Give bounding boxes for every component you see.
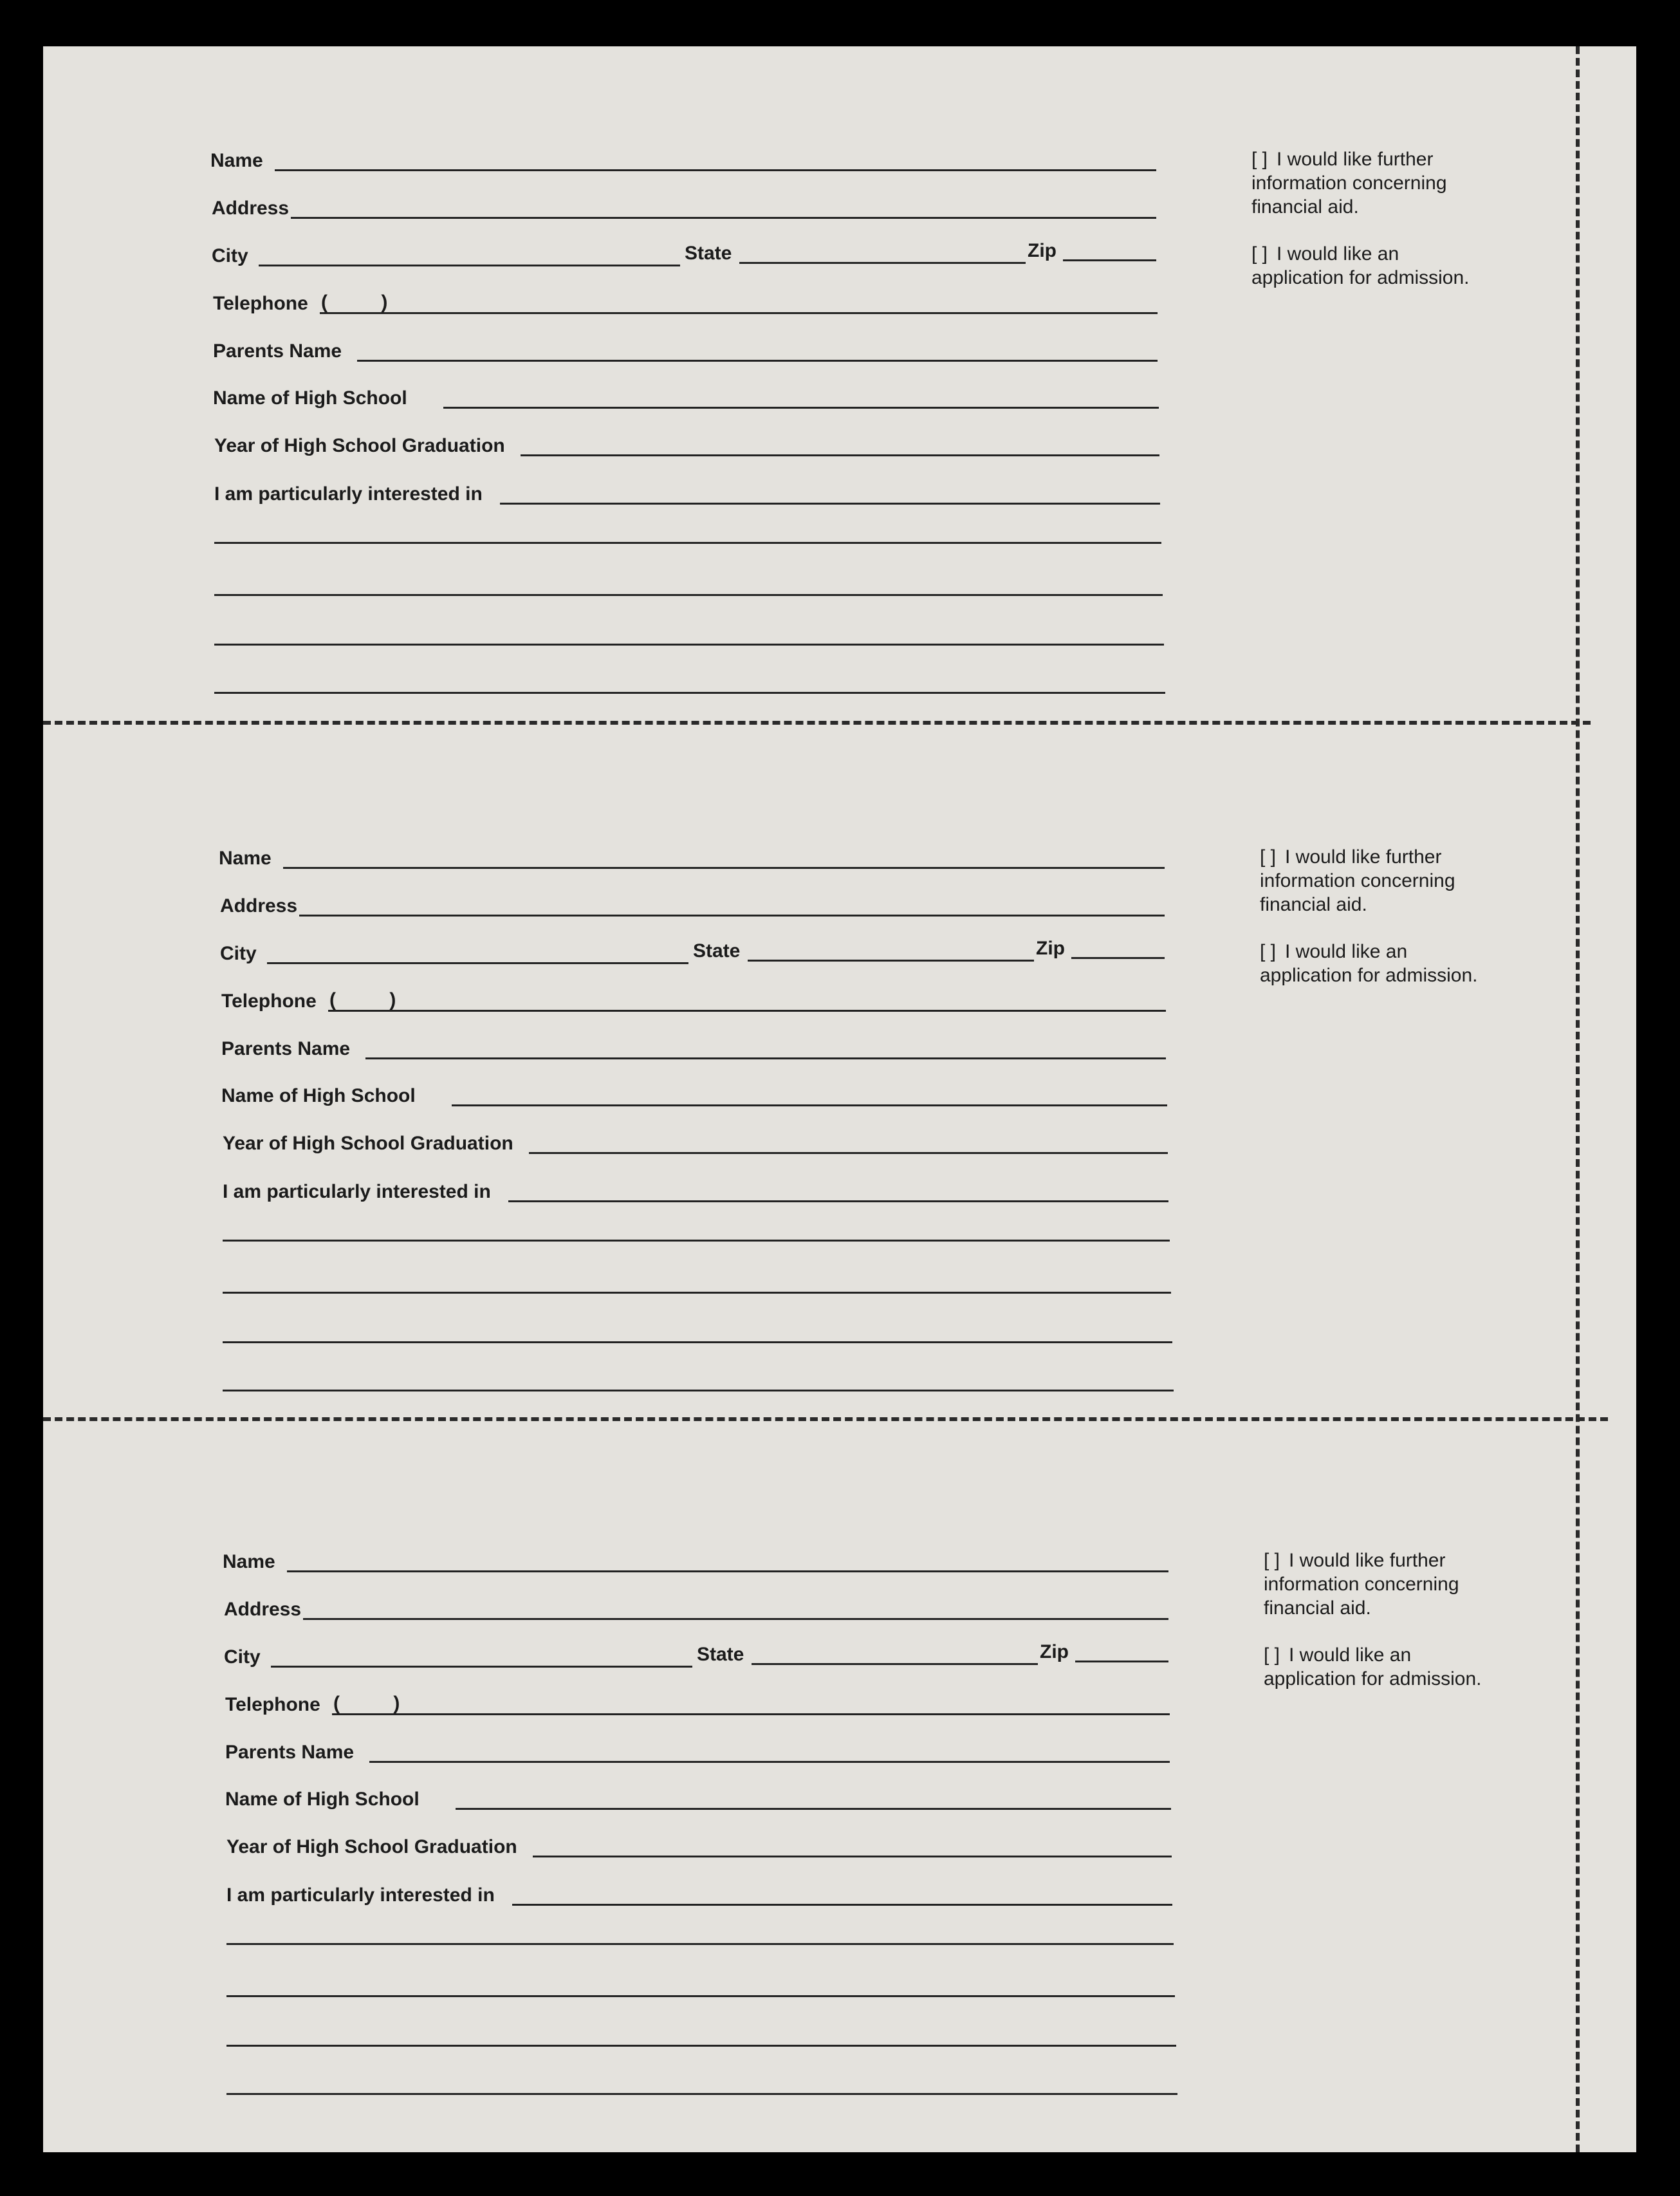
name-line[interactable]	[275, 169, 1156, 171]
high-school-label: Name of High School	[213, 387, 407, 409]
city-line[interactable]	[267, 962, 688, 964]
application-option[interactable]	[1264, 1643, 1495, 1691]
checkbox-financial-aid[interactable]: [ ]	[1260, 846, 1277, 868]
coupon-3	[223, 1502, 1680, 2146]
area-code-parens: ( )	[333, 1693, 400, 1714]
telephone-label: Telephone	[213, 293, 308, 314]
interest-line-5[interactable]	[214, 692, 1165, 694]
financial-aid-option[interactable]	[1251, 147, 1483, 219]
application-text: I would like an application for admission.	[1260, 941, 1478, 986]
address-line[interactable]	[303, 1618, 1168, 1620]
interest-line-4[interactable]	[226, 2045, 1176, 2047]
state-line[interactable]	[752, 1663, 1038, 1665]
zip-label: Zip	[1036, 938, 1065, 959]
graduation-year-label: Year of High School Graduation	[226, 1836, 517, 1857]
address-label: Address	[220, 895, 298, 917]
city-label: City	[220, 943, 257, 964]
city-line[interactable]	[271, 1666, 692, 1668]
request-options	[1251, 147, 1483, 313]
financial-aid-option[interactable]	[1264, 1549, 1495, 1620]
state-label: State	[693, 940, 741, 962]
parents-name-line[interactable]	[357, 360, 1158, 362]
parents-name-label: Parents Name	[225, 1742, 355, 1763]
parents-name-label: Parents Name	[221, 1038, 351, 1059]
zip-line[interactable]	[1075, 1661, 1168, 1662]
financial-aid-text: I would like further information concerning financial aid.	[1264, 1550, 1459, 1619]
area-code-parens: ( )	[321, 292, 388, 313]
checkbox-application[interactable]: [ ]	[1264, 1644, 1280, 1666]
application-option[interactable]	[1260, 940, 1491, 987]
interest-line-1[interactable]	[500, 503, 1160, 505]
telephone-line[interactable]	[320, 312, 1158, 314]
telephone-label: Telephone	[221, 991, 317, 1012]
address-label: Address	[212, 198, 290, 219]
high-school-label: Name of High School	[221, 1085, 416, 1106]
telephone-line[interactable]	[332, 1713, 1170, 1715]
checkbox-financial-aid[interactable]: [ ]	[1264, 1550, 1280, 1571]
name-line[interactable]	[283, 867, 1165, 869]
graduation-year-line[interactable]	[529, 1152, 1168, 1154]
coupon-1	[210, 101, 1680, 745]
interest-label: I am particularly interested in	[223, 1181, 491, 1202]
interest-line-1[interactable]	[508, 1200, 1168, 1202]
zip-label: Zip	[1028, 240, 1057, 261]
checkbox-financial-aid[interactable]: [ ]	[1251, 149, 1268, 170]
interest-line-3[interactable]	[226, 1995, 1175, 1997]
application-text: I would like an application for admission.	[1264, 1644, 1482, 1689]
application-text: I would like an application for admission.	[1251, 243, 1470, 288]
high-school-line[interactable]	[443, 407, 1159, 409]
interest-line-2[interactable]	[226, 1943, 1174, 1945]
state-line[interactable]	[748, 960, 1034, 962]
interest-line-1[interactable]	[512, 1904, 1172, 1906]
checkbox-application[interactable]: [ ]	[1251, 243, 1268, 265]
state-line[interactable]	[739, 262, 1026, 264]
financial-aid-text: I would like further information concerning financial aid.	[1251, 149, 1447, 218]
request-options	[1264, 1549, 1495, 1714]
graduation-year-label: Year of High School Graduation	[214, 435, 505, 456]
state-label: State	[685, 243, 732, 264]
address-label: Address	[224, 1599, 302, 1620]
financial-aid-option[interactable]	[1260, 845, 1491, 917]
address-line[interactable]	[299, 915, 1165, 917]
graduation-year-line[interactable]	[533, 1856, 1172, 1857]
financial-aid-text: I would like further information concerning financial aid.	[1260, 846, 1455, 915]
graduation-year-line[interactable]	[521, 454, 1159, 456]
interest-line-4[interactable]	[223, 1341, 1172, 1343]
city-label: City	[224, 1646, 261, 1668]
parents-name-line[interactable]	[365, 1057, 1166, 1059]
interest-label: I am particularly interested in	[214, 483, 483, 505]
city-label: City	[212, 245, 248, 266]
high-school-line[interactable]	[452, 1104, 1167, 1106]
interest-line-3[interactable]	[214, 594, 1163, 596]
interest-line-4[interactable]	[214, 644, 1164, 646]
zip-line[interactable]	[1063, 259, 1156, 261]
telephone-line[interactable]	[328, 1010, 1166, 1012]
form-page	[43, 46, 1636, 2152]
interest-line-5[interactable]	[226, 2093, 1177, 2095]
graduation-year-label: Year of High School Graduation	[223, 1133, 513, 1154]
name-label: Name	[210, 150, 263, 171]
interest-line-5[interactable]	[223, 1390, 1174, 1391]
city-line[interactable]	[259, 265, 680, 266]
interest-label: I am particularly interested in	[226, 1884, 495, 1906]
high-school-label: Name of High School	[225, 1789, 420, 1810]
zip-label: Zip	[1040, 1641, 1069, 1662]
interest-line-2[interactable]	[223, 1240, 1170, 1242]
interest-line-2[interactable]	[214, 542, 1161, 544]
area-code-parens: ( )	[329, 989, 396, 1010]
state-label: State	[697, 1644, 744, 1665]
parents-name-line[interactable]	[369, 1761, 1170, 1763]
high-school-line[interactable]	[456, 1808, 1171, 1810]
application-option[interactable]	[1251, 242, 1483, 290]
request-options	[1260, 845, 1491, 1010]
coupon-2	[219, 799, 1680, 1442]
name-line[interactable]	[287, 1570, 1168, 1572]
telephone-label: Telephone	[225, 1694, 320, 1715]
interest-line-3[interactable]	[223, 1292, 1171, 1294]
name-label: Name	[223, 1551, 275, 1572]
parents-name-label: Parents Name	[213, 340, 342, 362]
address-line[interactable]	[291, 217, 1156, 219]
name-label: Name	[219, 848, 272, 869]
zip-line[interactable]	[1071, 957, 1165, 959]
checkbox-application[interactable]: [ ]	[1260, 941, 1277, 962]
